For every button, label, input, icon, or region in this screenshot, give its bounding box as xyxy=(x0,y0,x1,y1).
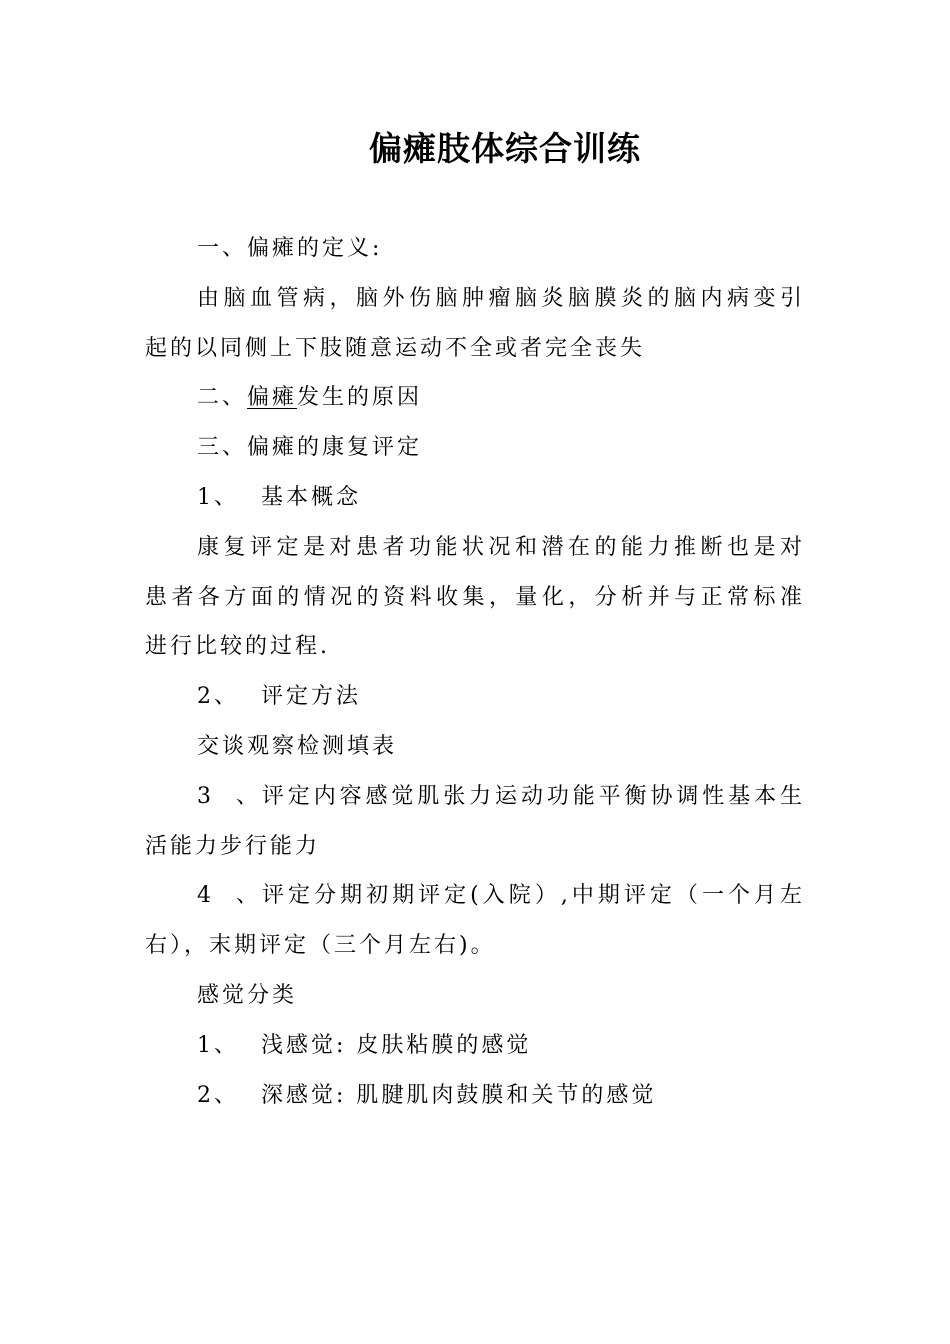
paragraph-line: 进行比较的过程. xyxy=(145,634,330,660)
list-text: 深感觉: 肌腱肌肉鼓膜和关节的感觉 xyxy=(261,1082,657,1108)
list-text: 评定内容感觉肌张力运动功能平衡协调性基本生 xyxy=(261,783,805,809)
list-item xyxy=(145,1071,805,1121)
paragraph-line: 由脑血管病，脑外伤脑肿瘤脑炎脑膜炎的脑内病变引 xyxy=(197,285,805,311)
list-number: 2、 xyxy=(197,1082,239,1108)
list-text: 浅感觉: 皮肤粘膜的感觉 xyxy=(261,1032,532,1058)
list-text: 评定分期初期评定(入院）,中期评定（一个月左 xyxy=(261,883,805,909)
heading-prefix: 二、 xyxy=(197,385,248,411)
list-item xyxy=(145,772,805,822)
document-body xyxy=(145,224,805,1120)
list-number: 4、 xyxy=(197,883,261,909)
section-heading-definition: 一、偏瘫的定义: xyxy=(197,236,383,261)
list-number: 1、 xyxy=(197,484,239,510)
list-text: 基本概念 xyxy=(261,484,362,510)
list-item xyxy=(145,1021,805,1071)
paragraph-line: 起的以同侧上下肢随意运动不全或者完全丧失 xyxy=(145,335,646,361)
paragraph-line: 交谈观察检测填表 xyxy=(197,733,398,759)
section-heading-sensation: 感觉分类 xyxy=(197,982,298,1008)
list-number: 3、 xyxy=(197,783,261,809)
paragraph-line: 患者各方面的情况的资料收集，量化，分析并与正常标准 xyxy=(145,584,805,610)
list-number: 2、 xyxy=(197,684,239,710)
heading-rest: 发生的原因 xyxy=(297,385,423,411)
paragraph-line: 活能力步行能力 xyxy=(145,833,321,859)
paragraph-line: 右），末期评定（三个月左右)。 xyxy=(145,933,496,959)
underlined-term: 偏瘫 xyxy=(247,385,298,411)
document-title: 偏瘫肢体综合训练 xyxy=(369,129,641,168)
list-item xyxy=(145,871,805,921)
section-heading-cause xyxy=(145,373,805,423)
list-text: 评定方法 xyxy=(261,684,362,710)
list-item xyxy=(145,473,805,523)
paragraph-line: 康复评定是对患者功能状况和潜在的能力推断也是对 xyxy=(197,534,805,560)
section-heading-assessment: 三、偏瘫的康复评定 xyxy=(197,435,423,461)
list-number: 1、 xyxy=(197,1032,239,1058)
list-item xyxy=(145,672,805,722)
